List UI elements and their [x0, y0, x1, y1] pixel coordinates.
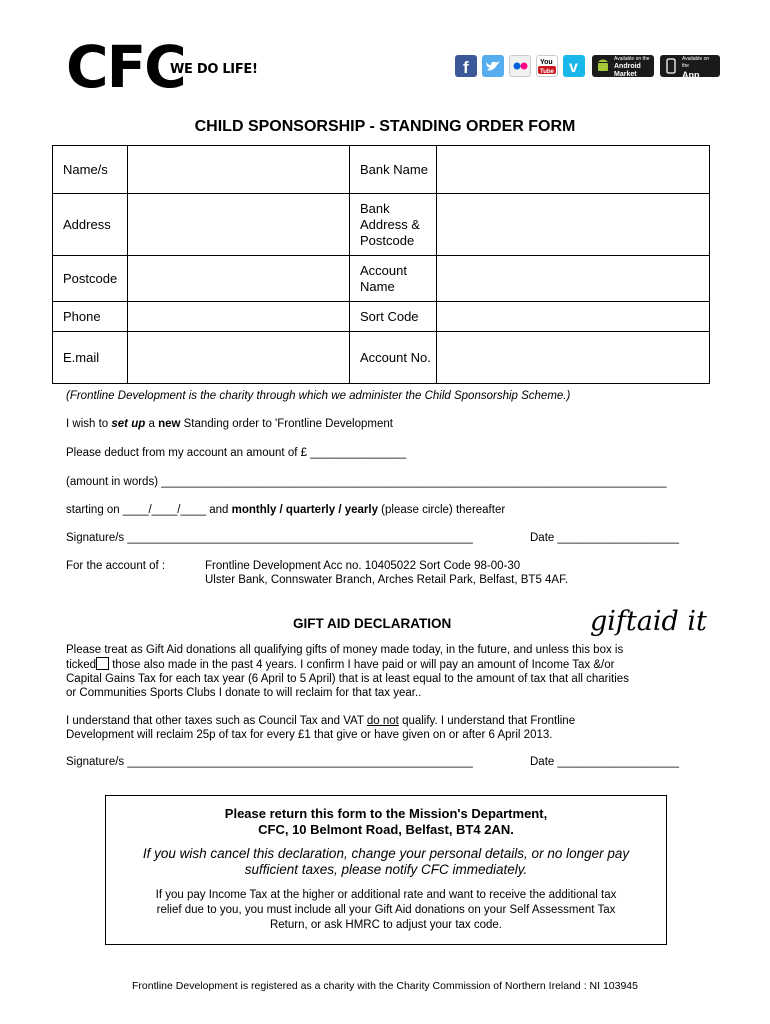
postcode-label: Postcode	[53, 256, 128, 302]
amount-in-words-line[interactable]: (amount in words) _______________________________________________________________________________	[66, 476, 667, 488]
account-name-field[interactable]	[437, 256, 710, 302]
facebook-icon[interactable]	[455, 55, 477, 77]
return-line-1: Please return this form to the Mission's Department,	[224, 806, 548, 821]
svg-text:f: f	[463, 58, 469, 77]
phone-label: Phone	[53, 302, 128, 332]
android-icon	[596, 58, 610, 74]
vimeo-icon[interactable]	[563, 55, 585, 77]
gift-aid-understanding: I understand that other taxes such as Council Tax and VAT do not qualify. I understand that Frontline Development will reclaim 25p of tax for every £1 that give or have given on or after 6 April 2013.	[66, 715, 576, 741]
tax-note-2: relief due to you, you must include all your Gift Aid donations on your Self Assessment Tax	[156, 904, 616, 916]
logo-tagline: WE DO LIFE!	[170, 62, 258, 77]
twitter-icon[interactable]	[482, 55, 504, 77]
cfc-logo	[66, 33, 266, 101]
postcode-field[interactable]	[128, 256, 350, 302]
tax-note-1: If you pay Income Tax at the higher or additional rate and want to receive the additional tax	[155, 889, 617, 901]
return-instructions-box	[105, 795, 667, 945]
tax-note-3: Return, or ask HMRC to adjust your tax code.	[269, 919, 502, 931]
return-address: CFC, 10 Belmont Road, Belfast, BT4 2AN.	[258, 822, 514, 837]
youtube-icon[interactable]	[536, 55, 558, 77]
cancel-note-2: sufficient taxes, please notify CFC immediately.	[244, 862, 528, 877]
charity-registration-footer: Frontline Development is registered as a charity with the Charity Commission of Northern Ireland : NI 103945	[132, 980, 638, 992]
bank-address-label: Bank Address & Postcode	[350, 194, 437, 256]
sort-code-field[interactable]	[437, 302, 710, 332]
standing-order-intent: I wish to set up a new Standing order to 'Frontline Development	[66, 418, 393, 430]
cancel-note-1: If you wish cancel this declaration, change your personal details, or no longer pay	[142, 846, 630, 861]
logo-text: CFC	[66, 33, 185, 101]
address-label: Address	[53, 194, 128, 256]
bank-name-label: Bank Name	[350, 146, 437, 194]
svg-text:v: v	[569, 59, 578, 76]
sort-code-label: Sort Code	[350, 302, 437, 332]
signature-line-2[interactable]: Signature/s ______________________________________________________	[66, 756, 473, 768]
svg-text:You: You	[540, 59, 553, 66]
account-details-line-2: Ulster Bank, Connswater Branch, Arches Retail Park, Belfast, BT5 4AF.	[205, 574, 569, 586]
date-line-1[interactable]: Date ___________________	[530, 532, 680, 544]
app-store-badge[interactable]: Available on the App Store	[660, 55, 720, 77]
android-market-badge[interactable]: Available on the Android Market	[592, 55, 654, 77]
account-for-label: For the account of :	[66, 560, 166, 572]
apple-icon	[664, 58, 678, 74]
address-field[interactable]	[128, 194, 350, 256]
name-label: Name/s	[53, 146, 128, 194]
flickr-icon[interactable]	[509, 55, 531, 77]
email-field[interactable]	[128, 332, 350, 384]
charity-note: (Frontline Development is the charity through which we administer the Child Sponsorship Scheme.)	[66, 390, 571, 402]
sponsor-details-table	[52, 145, 710, 384]
account-details-line-1: Frontline Development Acc no. 10405022 Sort Code 98-00-30	[205, 560, 521, 572]
deduct-amount-line[interactable]: Please deduct from my account an amount of £ _______________	[66, 447, 407, 459]
bank-name-field[interactable]	[437, 146, 710, 194]
bank-address-field[interactable]	[437, 194, 710, 256]
account-name-label: Account Name	[350, 256, 437, 302]
email-label: E.mail	[53, 332, 128, 384]
svg-text:Tube: Tube	[540, 69, 554, 75]
phone-field[interactable]	[128, 302, 350, 332]
gift-aid-logo: giftaid it	[590, 606, 707, 637]
gift-aid-declaration: Please treat as Gift Aid donations all qualifying gifts of money made today, in the future, and unless this box is ticked those also made in the past 4 years. I confirm I have paid or will pay an amount of Income Tax &/or Capital Gains Tax for each tax year (6 April to 5 April) that is at least equal to the amount of tax that all charities or Communities Sports Clubs I donate to will reclaim for that tax year..	[66, 644, 629, 699]
gift-aid-heading: GIFT AID DECLARATION	[293, 616, 452, 631]
date-line-2[interactable]: Date ___________________	[530, 756, 680, 768]
name-field[interactable]	[128, 146, 350, 194]
signature-line-1[interactable]: Signature/s ______________________________________________________	[66, 532, 473, 544]
account-no-label: Account No.	[350, 332, 437, 384]
account-no-field[interactable]	[437, 332, 710, 384]
past-years-checkbox[interactable]	[96, 657, 109, 670]
start-date-frequency-line[interactable]: starting on ____/____/____ and monthly / quarterly / yearly (please circle) thereafter	[66, 504, 506, 516]
page-title: CHILD SPONSORSHIP - STANDING ORDER FORM	[194, 118, 576, 135]
social-links	[455, 55, 725, 90]
